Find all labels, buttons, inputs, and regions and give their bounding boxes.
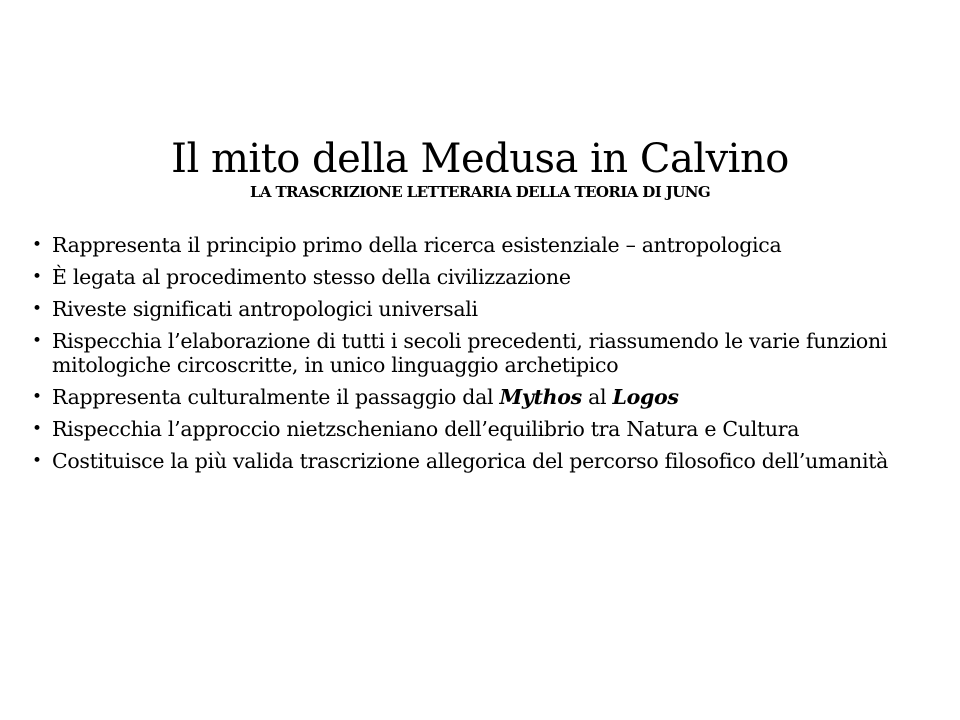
bullet-item — [32, 449, 922, 473]
bullet-icon: • — [32, 267, 42, 287]
bullet-text: Rispecchia l’elaborazione di tutti i secoli precedenti, riassumendo le varie funzioni mitologiche circoscritte, in unico linguaggio archetipico — [52, 329, 888, 377]
bullet-text-middle: al — [581, 385, 613, 409]
slide-subtitle: LA TRASCRIZIONE LETTERARIA DELLA TEORIA DI JUNG — [249, 183, 711, 201]
bullet-text: Costituisce la più valida trascrizione allegorica del percorso filosofico dell’umanità — [52, 449, 889, 473]
bullet-item — [32, 265, 922, 289]
bullet-list — [32, 233, 922, 481]
bullet-text: Riveste significati antropologici universali — [52, 297, 478, 321]
bullet-text-prefix: Rappresenta culturalmente il passaggio dal — [52, 385, 500, 409]
bullet-emphasis-logos: Logos — [612, 385, 679, 409]
bullet-icon: • — [32, 331, 42, 351]
bullet-icon: • — [32, 419, 42, 439]
bullet-text: È legata al procedimento stesso della civilizzazione — [52, 265, 571, 289]
bullet-item — [32, 385, 922, 409]
bullet-icon: • — [32, 451, 42, 471]
bullet-item — [32, 329, 922, 377]
bullet-icon: • — [32, 299, 42, 319]
bullet-emphasis-mythos: Mythos — [499, 385, 582, 409]
bullet-item — [32, 417, 922, 441]
slide-title: Il mito della Medusa in Calvino — [171, 136, 789, 182]
bullet-icon: • — [32, 387, 42, 407]
bullet-item — [32, 233, 922, 257]
bullet-icon: • — [32, 235, 42, 255]
bullet-text: Rispecchia l’approccio nietzscheniano dell’equilibrio tra Natura e Cultura — [52, 417, 800, 441]
bullet-item — [32, 297, 922, 321]
bullet-text: Rappresenta il principio primo della ricerca esistenziale – antropologica — [52, 233, 782, 257]
